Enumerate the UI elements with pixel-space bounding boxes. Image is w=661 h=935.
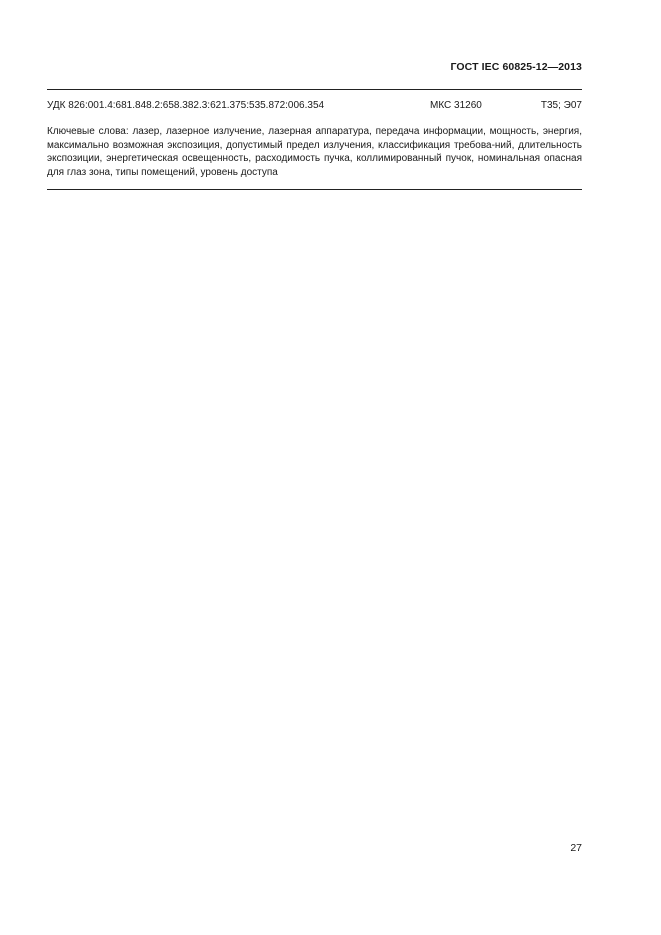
okp-code: Т35; Э07 [540, 100, 582, 111]
bottom-divider [47, 189, 582, 190]
document-header: ГОСТ IEC 60825-12—2013 [450, 61, 582, 73]
classification-row [47, 99, 582, 113]
page-number: 27 [570, 842, 582, 854]
mks-code: МКС 31260 [430, 100, 482, 111]
top-divider [47, 89, 582, 90]
keywords-paragraph: Ключевые слова: лазер, лазерное излучение, лазерная аппаратура, передача информации, мощность, энергия, максимально возможная экспозиция, допустимый предел излучения, классификация требова-ний, длительность экспозиции, энергетическая освещенность, расходимость пучка, коллимированный пучок, номинальная опасная для глаз зона, типы помещений, уровень доступа [47, 126, 582, 178]
udk-code: УДК 826:001.4:681.848.2:658.382.3:621.375:535.872:006.354 [47, 100, 325, 111]
